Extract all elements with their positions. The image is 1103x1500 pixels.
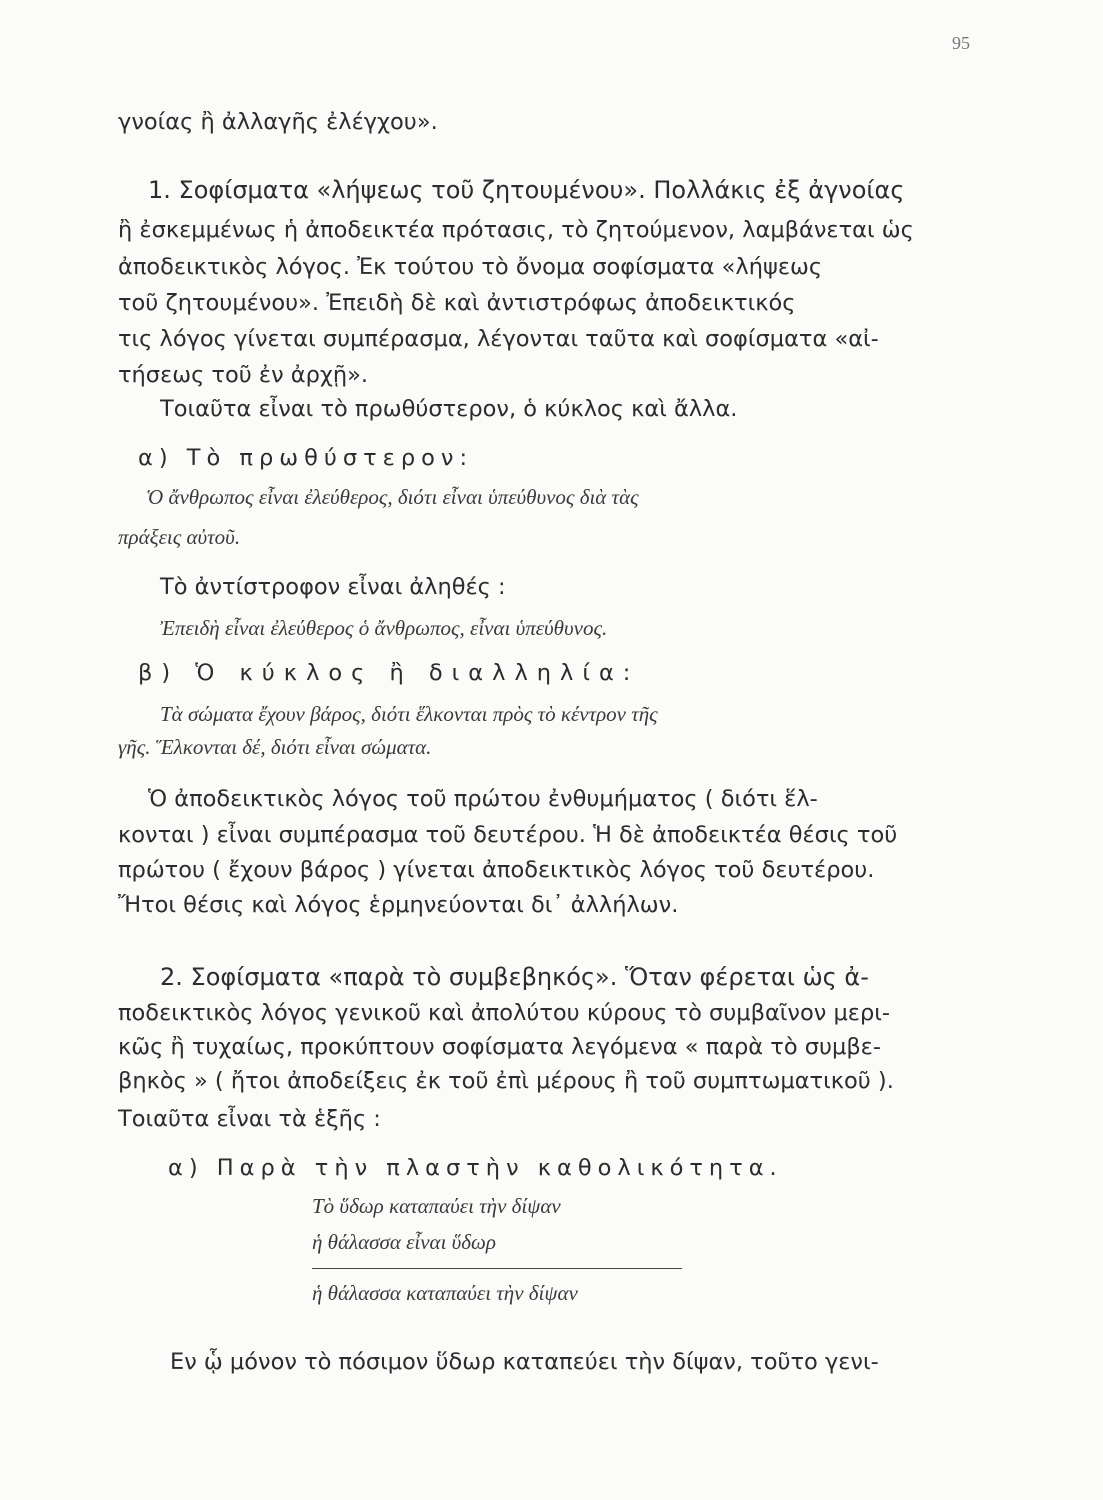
subheading: β) Ὁ κύκλος ἢ διαλληλία:: [138, 660, 640, 686]
text-line: Τὸ ἀντίστροφον εἶναι ἀληθές :: [160, 574, 506, 600]
syllogism-rule: [312, 1268, 682, 1269]
syllogism-premise: ἡ θάλασσα εἶναι ὕδωρ: [312, 1230, 496, 1254]
text-line: κονται ) εἶναι συμπέρασμα τοῦ δευτέρου. Ἡ δὲ ἀποδεικτέα θέσις τοῦ: [118, 822, 898, 848]
example-line: Ἐπειδὴ εἶναι ἐλεύθερος ὁ ἄνθρωπος, εἶναι ὑπεύθυνος.: [160, 616, 608, 640]
text-line: Τοιαῦτα εἶναι τὸ πρωθύστερον, ὁ κύκλος καὶ ἄλλα.: [160, 396, 738, 422]
section-heading: 2. Σοφίσματα «παρὰ τὸ συμβεβηκός». Ὅταν φέρεται ὡς ἀ-: [160, 963, 869, 991]
text-line: ἢ ἐσκεμμένως ἡ ἀποδεικτέα πρότασις, τὸ ζητούμενον, λαμβάνεται ὡς: [118, 217, 914, 243]
text-line: ἀποδεικτικὸς λόγος. Ἐκ τούτου τὸ ὄνομα σοφίσματα «λήψεως: [118, 254, 823, 280]
section-heading: 1. Σοφίσματα «λήψεως τοῦ ζητουμένου». Πολλάκις ἐξ ἀγνοίας: [148, 176, 905, 204]
text-line: Ὁ ἀποδεικτικὸς λόγος τοῦ πρώτου ἐνθυμήματος ( διότι ἕλ-: [148, 786, 818, 812]
text-line: Τοιαῦτα εἶναι τὰ ἑξῆς :: [118, 1106, 381, 1132]
text-line: Εν ᾧ μόνον τὸ πόσιμον ὕδωρ καταπεύει τὴν δίψαν, τοῦτο γενι-: [170, 1349, 879, 1375]
syllogism-premise: Τὸ ὕδωρ καταπαύει τὴν δίψαν: [312, 1194, 561, 1218]
text-line: πρώτου ( ἔχουν βάρος ) γίνεται ἀποδεικτικὸς λόγος τοῦ δευτέρου.: [118, 857, 875, 883]
example-line: Ὁ ἄνθρωπος εἶναι ἐλεύθερος, διότι εἶναι ὑπεύθυνος διὰ τὰς: [146, 485, 639, 509]
page-number: 95: [952, 33, 970, 53]
syllogism-conclusion: ἡ θάλασσα καταπαύει τὴν δίψαν: [312, 1281, 578, 1305]
text-line: Ἤτοι θέσις καὶ λόγος ἑρμηνεύονται δι᾽ ἀλλήλων.: [118, 892, 679, 918]
text-line: τήσεως τοῦ ἐν ἀρχῇ».: [118, 362, 369, 388]
text-line: κῶς ἢ τυχαίως, προκύπτουν σοφίσματα λεγόμενα « παρὰ τὸ συμβε-: [118, 1034, 881, 1060]
example-line: πράξεις αὐτοῦ.: [118, 525, 241, 549]
text-line: τις λόγος γίνεται συμπέρασμα, λέγονται ταῦτα καὶ σοφίσματα «αἰ-: [118, 326, 879, 352]
text-line: γνοίας ἢ ἀλλαγῆς ἐλέγχου».: [118, 109, 438, 135]
subheading: α) Παρὰ τὴν πλαστὴν καθολικότητα.: [168, 1155, 783, 1181]
example-line: γῆς. Ἕλκονται δέ, διότι εἶναι σώματα.: [118, 735, 432, 759]
example-line: Τὰ σώματα ἔχουν βάρος, διότι ἕλκονται πρὸς τὸ κέντρον τῆς: [160, 702, 658, 726]
text-line: ποδεικτικὸς λόγος γενικοῦ καὶ ἀπολύτου κύρους τὸ συμβαῖνον μερι-: [118, 1000, 890, 1026]
text-line: βηκὸς » ( ἤτοι ἀποδείξεις ἐκ τοῦ ἐπὶ μέρους ἢ τοῦ συμπτωματικοῦ ).: [118, 1068, 894, 1094]
subheading: α) Τὸ πρωθύστερον:: [138, 445, 474, 471]
text-line: τοῦ ζητουμένου». Ἐπειδὴ δὲ καὶ ἀντιστρόφως ἀποδεικτικός: [118, 290, 796, 316]
